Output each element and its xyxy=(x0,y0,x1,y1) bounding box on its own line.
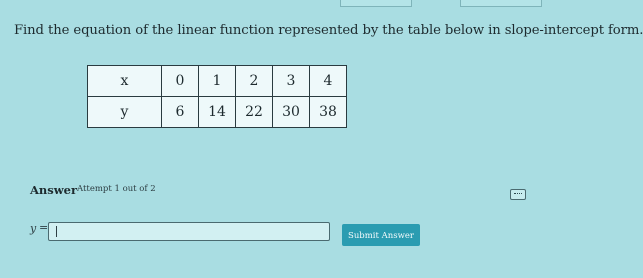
table-header-y: y xyxy=(88,97,162,128)
table-header-x: x xyxy=(88,66,162,97)
equals-sign: = xyxy=(39,221,49,234)
table-row-y xyxy=(88,97,347,128)
attempt-counter: Attempt 1 out of 2 xyxy=(77,184,156,194)
table-cell: 38 xyxy=(310,97,347,128)
table-cell: 0 xyxy=(162,66,199,97)
table-cell: 30 xyxy=(273,97,310,128)
y-variable-label: y xyxy=(30,222,37,235)
answer-label: Answer xyxy=(30,183,78,197)
table-cell: 2 xyxy=(236,66,273,97)
submit-answer-button[interactable]: Submit Answer xyxy=(342,224,420,246)
table-cell: 6 xyxy=(162,97,199,128)
table-cell: 1 xyxy=(199,66,236,97)
answer-input[interactable] xyxy=(48,222,330,241)
table-row-x xyxy=(88,66,347,97)
values-table xyxy=(87,65,347,128)
table-cell: 3 xyxy=(273,66,310,97)
keyboard-icon[interactable] xyxy=(510,189,526,200)
table-cell: 22 xyxy=(236,97,273,128)
table-cell: 14 xyxy=(199,97,236,128)
table-cell: 4 xyxy=(310,66,347,97)
top-tab-right xyxy=(460,0,542,7)
top-tab-left xyxy=(340,0,412,7)
text-caret xyxy=(56,226,57,237)
question-text: Find the equation of the linear function represented by the table below in slope-intercept form. xyxy=(14,23,643,38)
